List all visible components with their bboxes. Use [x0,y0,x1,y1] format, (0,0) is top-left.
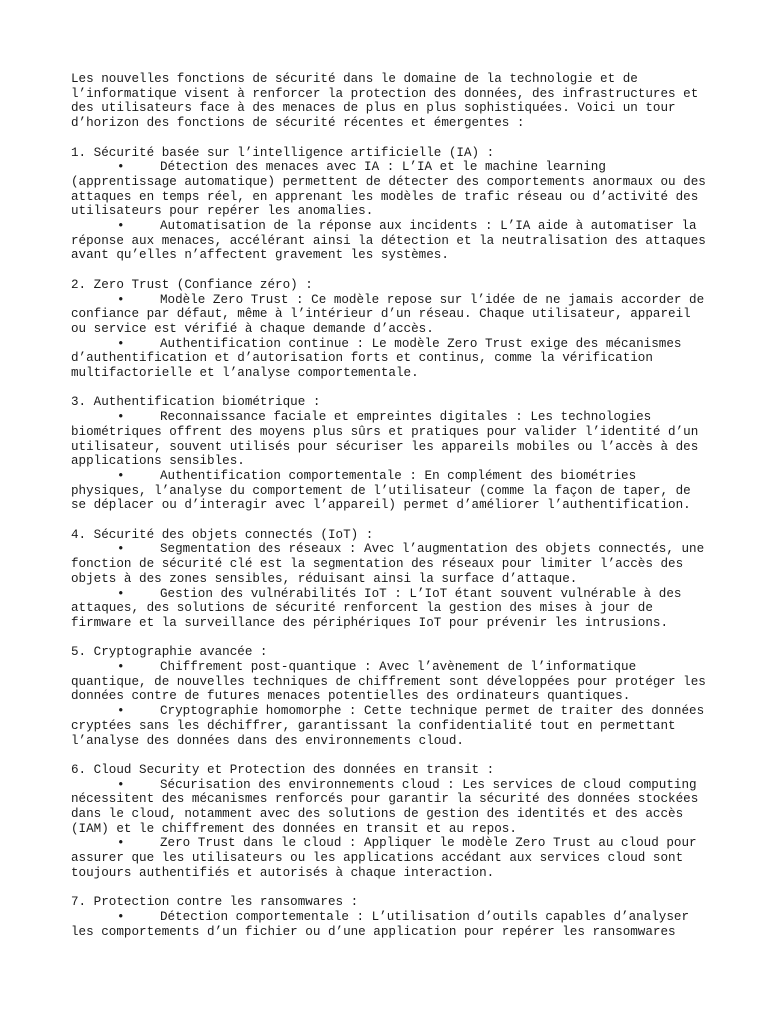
bullet-icon: • [117,586,125,601]
bullet-text: Automatisation de la réponse aux incidents : L’IA aide à automatiser la réponse aux menaces, accélérant ainsi la détection et la neutralisation des attaques avant qu’elles n’affectent gravement les systèmes. [71,219,706,263]
section-2 [71,278,711,381]
bullet-text: Zero Trust dans le cloud : Appliquer le modèle Zero Trust au cloud pour assurer que les utilisateurs ou les applications accédant aux services cloud sont toujours authentifiés et autorisés à chaque interaction. [71,836,697,880]
bullet-icon: • [117,410,125,425]
bullet-item [71,160,711,219]
section-6 [71,763,711,881]
bullet-text: Détection comportementale : L’utilisation d’outils capables d’analyser les comportements d’un fichier ou d’une application pour repérer les ransomwares [71,909,690,939]
bullet-icon: • [117,542,125,557]
section-3 [71,395,711,513]
bullet-text: Détection des menaces avec IA : L’IA et le machine learning (apprentissage automatique) permettent de détecter des comportements anormaux ou des attaques en temps réel, en apprenant les modèles de trafic réseau ou d’activité des utilisateurs pour repérer les anomalies. [71,160,706,219]
section-7 [71,895,711,939]
bullet-text: Chiffrement post-quantique : Avec l’avènement de l’informatique quantique, de nouvelles techniques de chiffrement sont développées pour protéger les données contre de futures menaces potentielles des ordinateurs quantiques. [71,660,706,704]
bullet-item [71,469,711,513]
bullet-item [71,910,711,939]
intro-paragraph: Les nouvelles fonctions de sécurité dans le domaine de la technologie et de l’informatique visent à renforcer la protection des données, des infrastructures et des utilisateurs face à des menaces de plus en plus sophistiquées. Voici un tour d’horizon des fonctions de sécurité récentes et émergentes : [71,72,699,131]
bullet-icon: • [117,160,125,175]
bullet-item [71,219,711,263]
bullet-item [71,704,711,748]
section-title: 3. Authentification biométrique : [71,395,321,410]
bullet-text: Reconnaissance faciale et empreintes digitales : Les technologies biométriques offrent des moyens plus sûrs et pratiques pour valider l’identité d’un utilisateur, souvent utilisés pour sécuriser les appareils mobiles ou l’accès à des applications sensibles. [71,410,699,469]
bullet-item [71,660,711,704]
bullet-icon: • [117,219,125,234]
bullet-item [71,293,711,337]
bullet-icon: • [117,704,125,719]
bullet-text: Cryptographie homomorphe : Cette technique permet de traiter des données cryptées sans les déchiffrer, garantissant la confidentialité tout en permettant l’analyse des données dans des environnements cloud. [71,704,705,748]
bullet-icon: • [117,336,125,351]
section-1 [71,146,711,264]
bullet-text: Segmentation des réseaux : Avec l’augmentation des objets connectés, une fonction de sécurité clé est la segmentation des réseaux pour limiter l’accès des objets à des zones sensibles, réduisant ainsi la surface d’attaque. [71,542,705,586]
bullet-icon: • [117,909,125,924]
bullet-item [71,836,711,880]
section-title: 5. Cryptographie avancée : [71,645,268,660]
bullet-icon: • [117,777,125,792]
bullet-icon: • [117,836,125,851]
section-4 [71,528,711,631]
bullet-text: Authentification continue : Le modèle Zero Trust exige des mécanismes d’authentification et d’autorisation forts et continus, comme la vérification multifactorielle et l’analyse comportementale. [71,336,682,381]
bullet-item [71,778,711,837]
bullet-item [71,337,711,381]
bullet-text: Sécurisation des environnements cloud : Les services de cloud computing nécessitent des mécanismes renforcés pour garantir la sécurité des données stockées dans le cloud, notamment avec des solutions de gestion des identités et des accès (IAM) et le chiffrement des données en transit et au repos. [71,777,699,836]
bullet-text: Gestion des vulnérabilités IoT : L’IoT étant souvent vulnérable à des attaques, des solutions de sécurité renforcent la gestion des mises à jour de firmware et la surveillance des périphériques IoT pour prévenir les intrusions. [71,586,682,630]
section-title: 7. Protection contre les ransomwares : [71,895,359,910]
bullet-icon: • [117,292,125,307]
section-title: 1. Sécurité basée sur l’intelligence artificielle (IA) : [71,145,495,160]
bullet-item [71,587,711,631]
section-5 [71,645,711,748]
section-title: 4. Sécurité des objets connectés (IoT) : [71,527,374,542]
bullet-item [71,542,711,586]
section-title: 2. Zero Trust (Confiance zéro) : [71,277,313,292]
section-title: 6. Cloud Security et Protection des données en transit : [71,762,495,777]
bullet-icon: • [117,468,125,483]
bullet-icon: • [117,660,125,675]
bullet-text: Modèle Zero Trust : Ce modèle repose sur l’idée de ne jamais accorder de confiance par défaut, même à l’intérieur d’un réseau. Chaque utilisateur, appareil ou service est vérifié à chaque demande d’accès. [71,292,705,336]
document-page [71,72,711,954]
bullet-text: Authentification comportementale : En complément des biométries physiques, l’analyse du comportement de l’utilisateur (comme la façon de taper, de se déplacer ou d’interagir avec l’appareil) permet d’améliorer l’authentification. [71,468,691,513]
bullet-item [71,410,711,469]
